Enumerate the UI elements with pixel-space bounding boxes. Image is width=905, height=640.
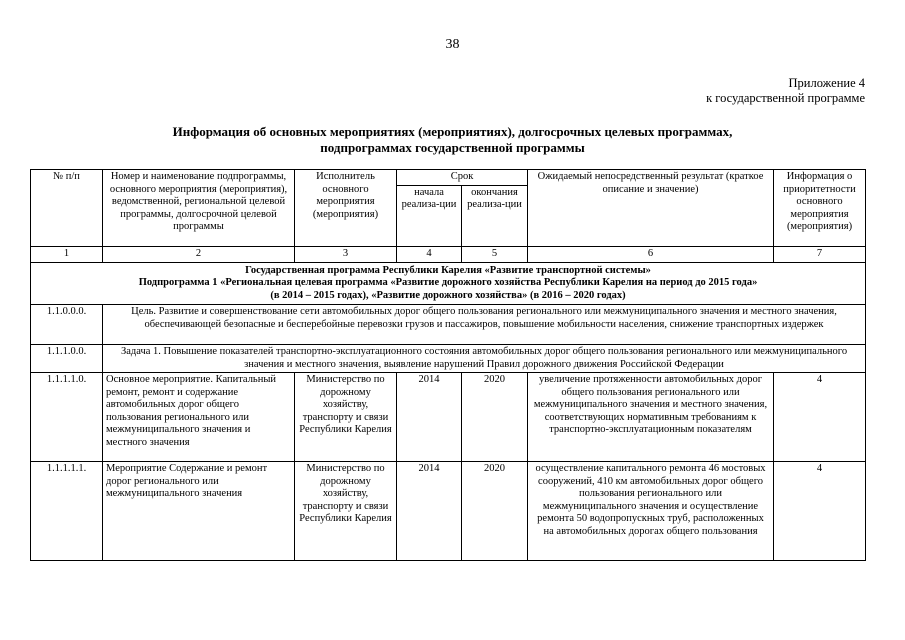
column-numbers-row (31, 247, 866, 263)
column-number: 2 (103, 247, 295, 263)
header-name: Номер и наименование подпрограммы, основного мероприятия (мероприятия), ведомственной, региональной целевой программы, долгосрочной целевой программы (103, 170, 295, 247)
row-num: 1.1.1.1.0. (31, 373, 103, 462)
row-num: 1.1.1.1.1. (31, 462, 103, 561)
row-start: 2014 (397, 462, 462, 561)
row-name: Мероприятие Содержание и ремонт дорог регионального или межмуниципального значения (103, 462, 295, 561)
title-line-1: Информация об основных мероприятиях (мероприятиях), долгосрочных целевых программах, (172, 124, 733, 139)
row-name: Основное мероприятие. Капитальный ремонт, ремонт и содержание автомобильных дорог общего пользования регионального или межмуниципального значения и местного значения (103, 373, 295, 462)
column-number: 6 (528, 247, 774, 263)
header-result: Ожидаемый непосредственный результат (краткое описание и значение) (528, 170, 774, 247)
header-term: Срок (397, 170, 528, 186)
row-start: 2014 (397, 373, 462, 462)
goal-row (31, 305, 866, 345)
column-number: 4 (397, 247, 462, 263)
task-num: 1.1.1.0.0. (31, 345, 103, 373)
row-executor: Министерство по дорожному хозяйству, транспорту и связи Республики Карелия (295, 373, 397, 462)
row-result: осуществление капитального ремонта 46 мостовых сооружений, 410 км автомобильных дорог общего пользования регионального или межмуниципального значения и осуществление ремонта 50 водопропускных труб, расположенных на автомобильных дорогах общего пользования (528, 462, 774, 561)
header-executor: Исполнитель основного мероприятия (мероприятия) (295, 170, 397, 247)
column-number: 1 (31, 247, 103, 263)
page-number: 38 (445, 37, 460, 52)
measures-table (30, 169, 866, 561)
column-number: 5 (462, 247, 528, 263)
header-term-end: окончания реализа-ции (462, 185, 528, 247)
document-title (0, 124, 905, 156)
title-line-2: подпрограммах государственной программы (320, 140, 585, 155)
task-text: Задача 1. Повышение показателей транспортно-эксплуатационного состояния автомобильных дорог общего пользования регионального или межмуниципального значения и местного значения, выявление нарушений Правил дорожного движения Российской Федерации (103, 345, 866, 373)
table-row (31, 373, 866, 462)
goal-num: 1.1.0.0.0. (31, 305, 103, 345)
appendix-line-2: к государственной программе (706, 91, 865, 105)
program-line-1: Государственная программа Республики Карелия «Развитие транспортной системы» (245, 264, 651, 276)
column-number: 7 (774, 247, 866, 263)
row-end: 2020 (462, 462, 528, 561)
program-line-2: Подпрограмма 1 «Региональная целевая программа «Развитие дорожного хозяйства Республики Карелия на период до 2015 года» (138, 277, 758, 288)
row-executor: Министерство по дорожному хозяйству, транспорту и связи Республики Карелия (295, 462, 397, 561)
program-row (31, 262, 866, 305)
header-row (31, 170, 866, 186)
program-heading (31, 262, 866, 305)
header-priority: Информация о приоритетности основного мероприятия (мероприятия) (774, 170, 866, 247)
appendix-label (706, 76, 865, 106)
row-priority: 4 (774, 373, 866, 462)
table-row (31, 462, 866, 561)
row-result: увеличение протяженности автомобильных дорог общего пользования регионального или межмуниципального значения и местного значения, соответствующих нормативным требованиям к транспортно-эксплуатационным показателям (528, 373, 774, 462)
header-num: № п/п (31, 170, 103, 247)
header-term-start: начала реализа-ции (397, 185, 462, 247)
column-number: 3 (295, 247, 397, 263)
row-end: 2020 (462, 373, 528, 462)
task-row (31, 345, 866, 373)
program-line-3: (в 2014 – 2015 годах), «Развитие дорожного хозяйства» (в 2016 – 2020 годах) (270, 289, 626, 301)
goal-text: Цель. Развитие и совершенствование сети автомобильных дорог общего пользования регионального или межмуниципального значения и местного значения, обеспечивающей безопасные и бесперебойные перевозки грузов и пассажиров, повышение мобильности населения, снижение транспортных издержек (103, 305, 866, 345)
row-priority: 4 (774, 462, 866, 561)
appendix-line-1: Приложение 4 (788, 76, 865, 90)
